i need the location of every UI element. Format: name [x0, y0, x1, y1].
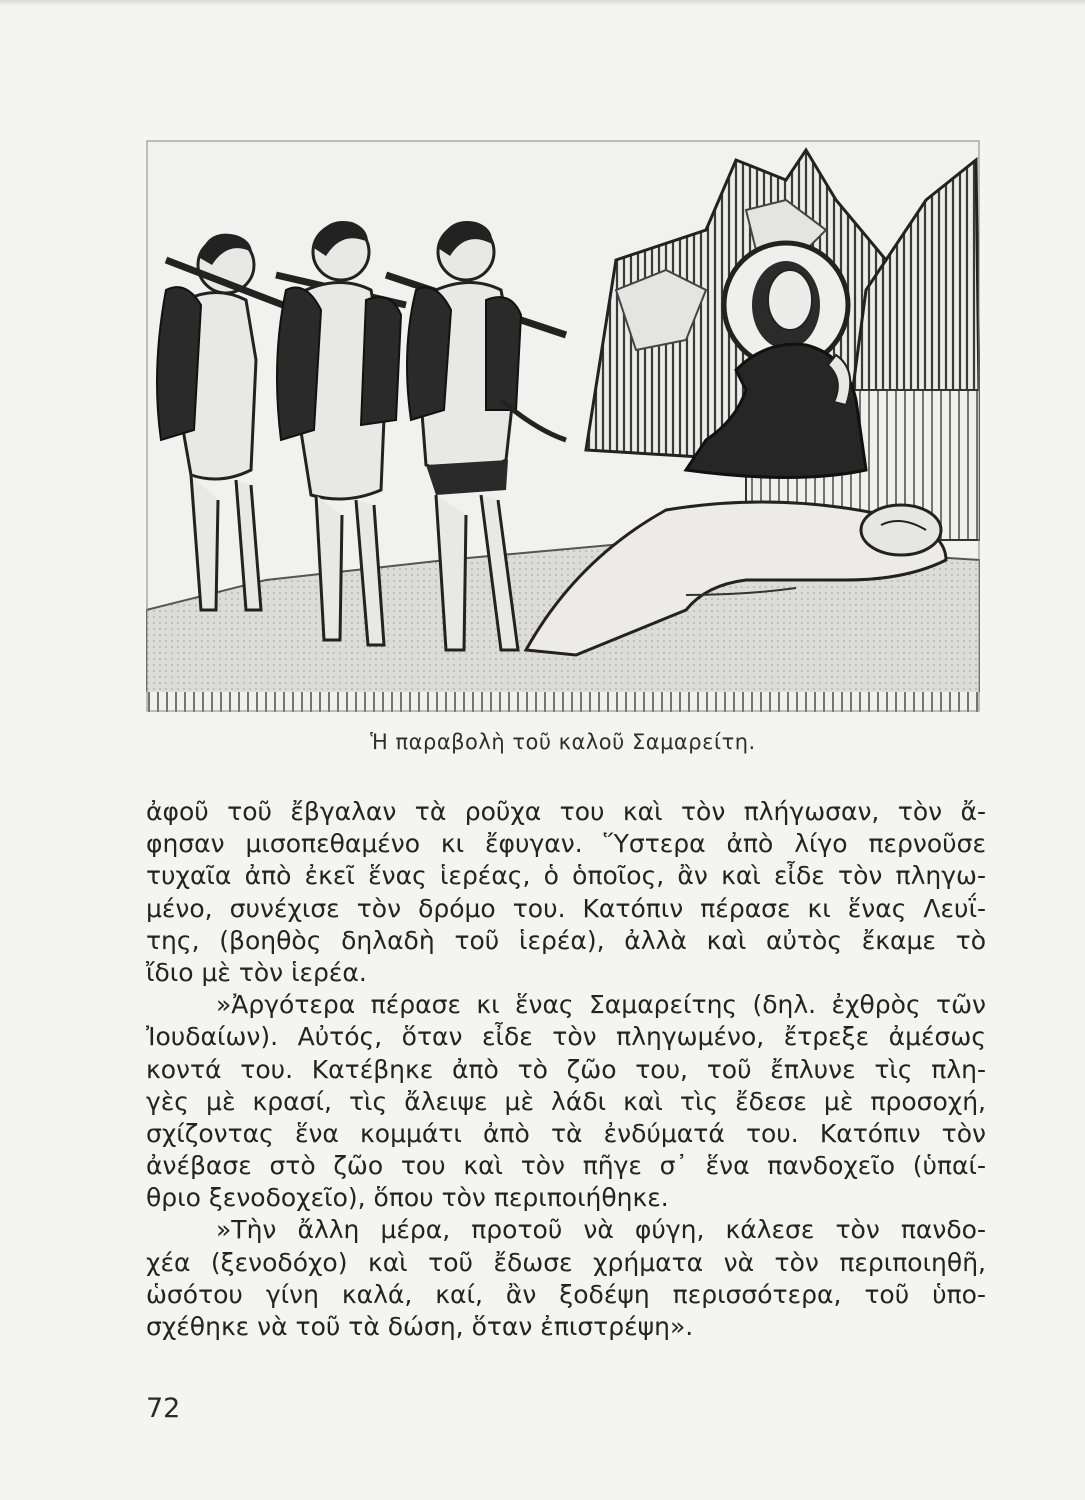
paragraph	[146, 989, 986, 1214]
text-line: ἀφοῦ τοῦ ἔβγαλαν τὰ ροῦχα του καὶ τὸν πλήγωσαν, τὸν ἄ-	[146, 797, 986, 826]
text-line: χέα (ξενοδόχο) καὶ τοῦ ἔδωσε χρήματα νὰ τὸν περιποιηθῆ,	[146, 1247, 986, 1277]
text-line: θριο ξενοδοχεῖο), ὅπου τὸν περιποιήθηκε.	[146, 1183, 669, 1213]
paragraph	[146, 1214, 986, 1343]
page-number: 72	[146, 1393, 181, 1424]
body-text	[146, 796, 986, 1343]
figure-caption: Ἡ παραβολὴ τοῦ καλοῦ Σαμαρείτη.	[370, 730, 756, 754]
text-line: μένο, συνέχισε τὸν δρόμο του. Κατόπιν πέρασε κι ἕνας Λευΐ-	[146, 893, 986, 923]
text-line: ἀνέβασε στὸ ζῶο του καὶ τὸν πῆγε σ᾿ ἕνα πανδοχεῖο (ὑπαί-	[146, 1151, 986, 1181]
text-line: Ἰουδαίων). Αὐτός, ὅταν εἶδε τὸν πληγωμένο, ἔτρεξε ἀμέσως	[146, 1022, 986, 1052]
text-line: τυχαῖα ἀπὸ ἐκεῖ ἕνας ἱερέας, ὁ ὁποῖος, ἂν καὶ εἶδε τὸν πληγω-	[146, 861, 986, 891]
text-line: σχέθηκε νὰ τοῦ τὰ δώση, ὅταν ἐπιστρέψη».	[146, 1312, 694, 1341]
text-line: σχίζοντας ἕνα κομμάτι ἀπὸ τὰ ἐνδύματά του. Κατόπιν τὸν	[146, 1118, 986, 1148]
text-line: »Ἀργότερα πέρασε κι ἕνας Σαμαρείτης (δηλ. ἐχθρὸς τῶν	[216, 990, 986, 1020]
text-line: κοντά του. Κατέβηκε ἀπὸ τὸ ζῶο του, τοῦ ἔπλυνε τὶς πλη-	[146, 1054, 986, 1084]
text-line: ἴδιο μὲ τὸν ἱερέα.	[146, 957, 367, 987]
text-line: γὲς μὲ κρασί, τὶς ἄλειψε μὲ λάδι καὶ τὶς ἔδεσε μὲ προσοχή,	[146, 1086, 986, 1116]
paragraph	[146, 796, 986, 989]
good-samaritan-woodcut	[146, 140, 980, 712]
page-top-edge	[0, 0, 1085, 6]
illustration	[146, 140, 980, 712]
text-line: φησαν μισοπεθαμένο κι ἔφυγαν. Ὕστερα ἀπὸ λίγο περνοῦσε	[146, 829, 986, 859]
text-line: της, (βοηθὸς δηλαδὴ τοῦ ἱερέα), ἀλλὰ καὶ αὐτὸς ἔκαμε τὸ	[146, 925, 986, 955]
text-line: »Τὴν ἄλλη μέρα, προτοῦ νὰ φύγη, κάλεσε τὸν πανδο-	[216, 1215, 986, 1245]
text-line: ὡσότου γίνη καλά, καί, ἂν ξοδέψη περισσότερα, τοῦ ὑπο-	[146, 1279, 986, 1309]
